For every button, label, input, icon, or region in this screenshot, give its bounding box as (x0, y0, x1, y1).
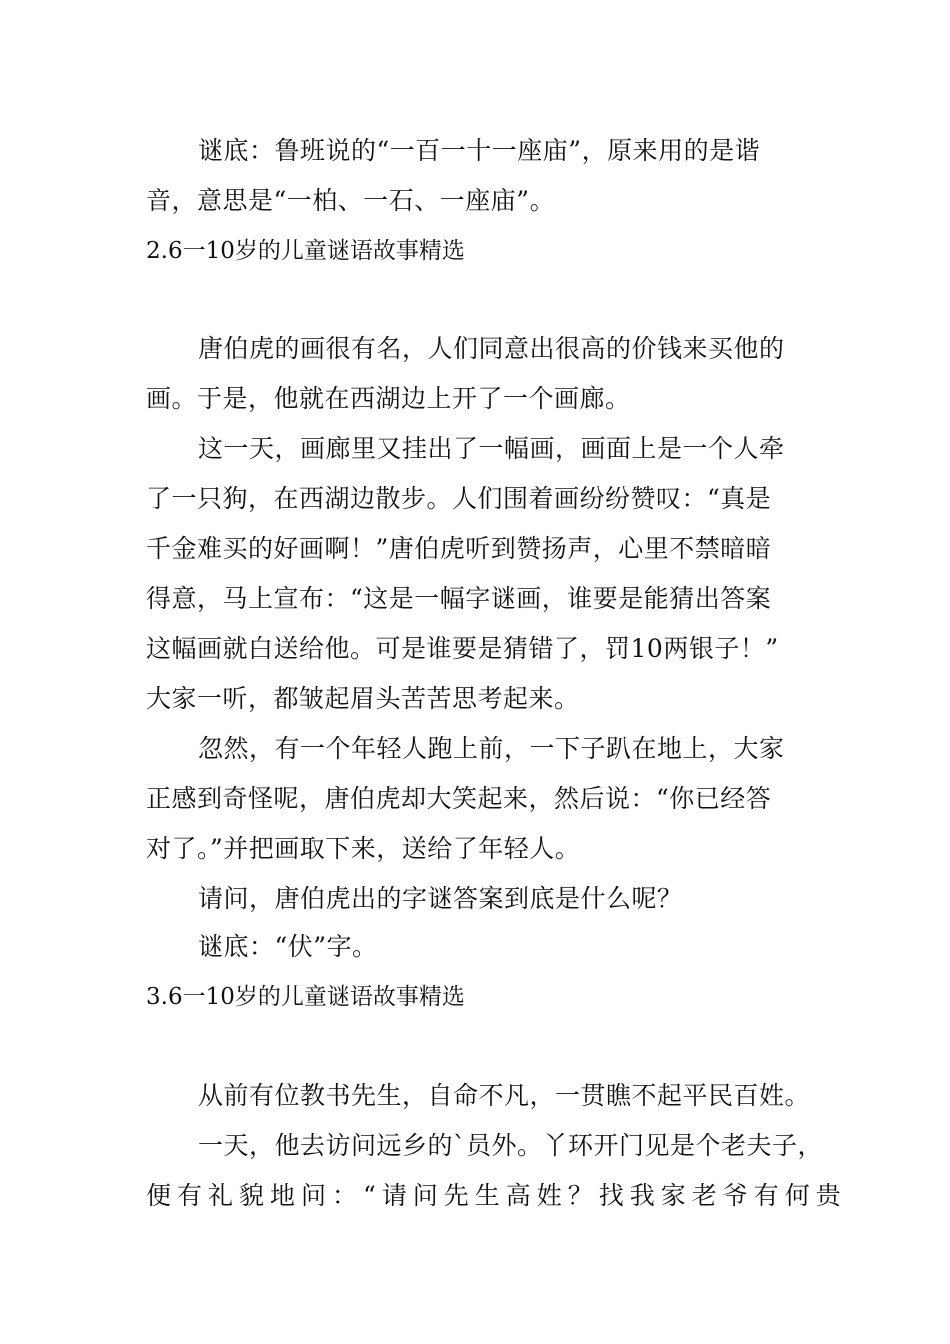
paragraph-line: 便有礼貌地问：“请问先生高姓？找我家老爷有何贵 (146, 1181, 847, 1210)
paragraph-line: 一天，他去访问远乡的`员外。丫环开门见是个老夫子， (198, 1131, 824, 1160)
paragraph-line: 大家一听，都皱起眉头苦苦思考起来。 (146, 684, 580, 713)
paragraph-line: 对了。”并把画取下来，送给了年轻人。 (146, 834, 581, 863)
paragraph-line: 音，意思是“一柏、一石、一座庙”。 (146, 186, 556, 215)
paragraph-line: 唐伯虎的画很有名，人们同意出很高的价钱来买他的 (198, 334, 785, 363)
paragraph-line: 了一只狗，在西湖边散步。人们围着画纷纷赞叹：“真是 (146, 484, 772, 513)
paragraph-line: 这一天，画廊里又挂出了一幅画，画面上是一个人牵 (198, 434, 785, 463)
paragraph-line: 千金难买的好画啊！”唐伯虎听到赞扬声，心里不禁暗暗 (146, 534, 772, 563)
paragraph-line: 请问，唐伯虎出的字谜答案到底是什么呢？ (198, 884, 683, 913)
paragraph-line: 谜底：鲁班说的“一百一十一座庙”，原来用的是谐 (198, 136, 761, 165)
paragraph-line: 正感到奇怪呢，唐伯虎却大笑起来，然后说：“你已经答 (146, 784, 772, 813)
paragraph-line: 画。于是，他就在西湖边上开了一个画廊。 (146, 384, 631, 413)
paragraph-line: 从前有位教书先生，自命不凡，一贯瞧不起平民百姓。 (198, 1081, 811, 1110)
section-heading: 2.6一10岁的儿童谜语故事精选 (146, 238, 465, 264)
section-heading: 3.6一10岁的儿童谜语故事精选 (146, 984, 465, 1010)
paragraph-line: 忽然，有一个年轻人跑上前，一下子趴在地上，大家 (198, 734, 785, 763)
paragraph-line: 这幅画就白送给他。可是谁要是猜错了，罚10两银子！” (146, 634, 779, 663)
paragraph-line: 谜底：“伏”字。 (198, 932, 378, 961)
paragraph-line: 得意，马上宣布：“这是一幅字谜画，谁要是能猜出答案 (146, 584, 772, 613)
